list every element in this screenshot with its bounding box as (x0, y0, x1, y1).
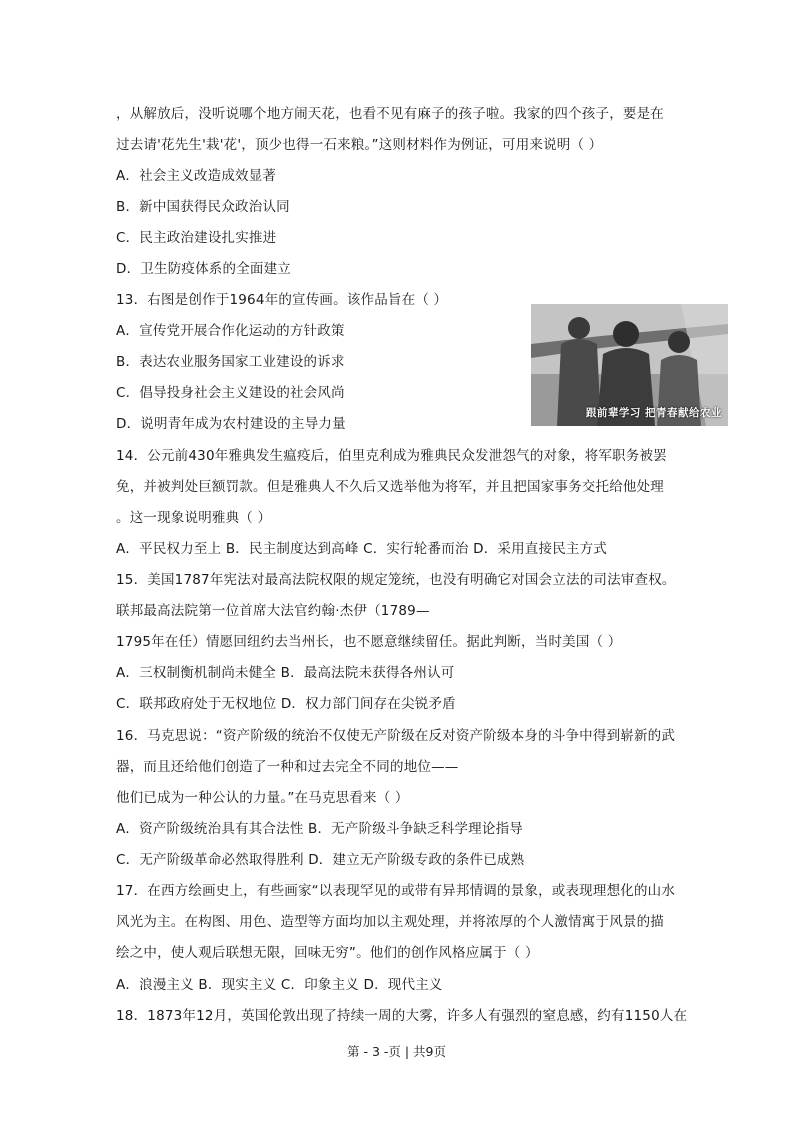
option-d: D．卫生防疫体系的全面建立 (116, 261, 291, 277)
option-d: D．说明青年成为农村建设的主导力量 (116, 416, 346, 432)
options-line: A．三权制衡机制尚未健全 B．最高法院未获得各州认可 (116, 665, 455, 681)
question-17: 17．在西方绘画史上，有些画家“以表现罕见的或带有异邦情调的景象，或表现理想化的山水 (116, 883, 676, 899)
options-line: C．无产阶级革命必然取得胜利 D．建立无产阶级专政的条件已成熟 (116, 852, 525, 868)
text-line: 绘之中，使人观后联想无限，回味无穷”。他们的创作风格应属于（ ） (116, 945, 539, 961)
text-line: 。这一现象说明雅典（ ） (116, 510, 272, 526)
option-a: A．社会主义改造成效显著 (116, 168, 277, 184)
question-16: 16．马克思说：“资产阶级的统治不仅使无产阶级在反对资产阶级本身的斗争中得到崭新的武 (116, 728, 676, 744)
option-b: B．表达农业服务国家工业建设的诉求 (116, 354, 345, 370)
option-b: B．新中国获得民众政治认同 (116, 199, 290, 215)
question-13: 13．右图是创作于1964年的宣传画。该作品旨在（ ） (116, 292, 448, 308)
text-line: 器，而且还给他们创造了一种和过去完全不同的地位—— (116, 759, 459, 775)
text-line: 风光为主。在构图、用色、造型等方面均加以主观处理，并将浓厚的个人激情寓于风景的描 (116, 914, 664, 930)
question-14: 14．公元前430年雅典发生瘟疫后，伯里克利成为雅典民众发泄怨气的对象，将军职务被罢 (116, 448, 667, 464)
poster-caption: 跟前辈学习 把青春献给农业 (585, 407, 722, 419)
page-footer: 第 - 3 -页 | 共9页 (346, 1044, 446, 1059)
options-line: C．联邦政府处于无权地位 D．权力部门间存在尖锐矛盾 (116, 696, 456, 712)
option-a: A．宣传党开展合作化运动的方针政策 (116, 323, 345, 339)
option-c: C．倡导投身社会主义建设的社会风尚 (116, 385, 345, 401)
text-line: 过去请'花先生'栽'花'，顶少也得一石来粮。”这则材料作为例证，可用来说明（ ） (116, 137, 603, 153)
question-15: 15．美国1787年宪法对最高法院权限的规定笼统，也没有明确它对国会立法的司法审查权。 (116, 572, 676, 588)
options-line: A．资产阶级统治具有其合法性 B．无产阶级斗争缺乏科学理论指导 (116, 821, 523, 837)
options-line: A．平民权力至上 B．民主制度达到高峰 C．实行轮番而治 D．采用直接民主方式 (116, 541, 607, 557)
question-18: 18．1873年12月，英国伦敦出现了持续一周的大雾，许多人有强烈的窒息感，约有1150人在 (116, 1008, 688, 1024)
option-c: C．民主政治建设扎实推进 (116, 230, 277, 246)
propaganda-poster-image (531, 304, 728, 426)
text-line: 联邦最高法院第一位首席大法官约翰·杰伊（1789— (116, 603, 430, 619)
text-line: 他们已成为一种公认的力量。”在马克思看来（ ） (116, 790, 409, 806)
options-line: A．浪漫主义 B．现实主义 C．印象主义 D．现代主义 (116, 977, 443, 993)
text-line: 1795年在任）情愿回纽约去当州长，也不愿意继续留任。据此判断，当时美国（ ） (116, 634, 622, 650)
text-line: 免，并被判处巨额罚款。但是雅典人不久后又选举他为将军，并且把国家事务交托给他处理 (116, 479, 664, 495)
text-line: ，从解放后，没听说哪个地方闹天花，也看不见有麻子的孩子啦。我家的四个孩子，要是在 (116, 106, 664, 122)
